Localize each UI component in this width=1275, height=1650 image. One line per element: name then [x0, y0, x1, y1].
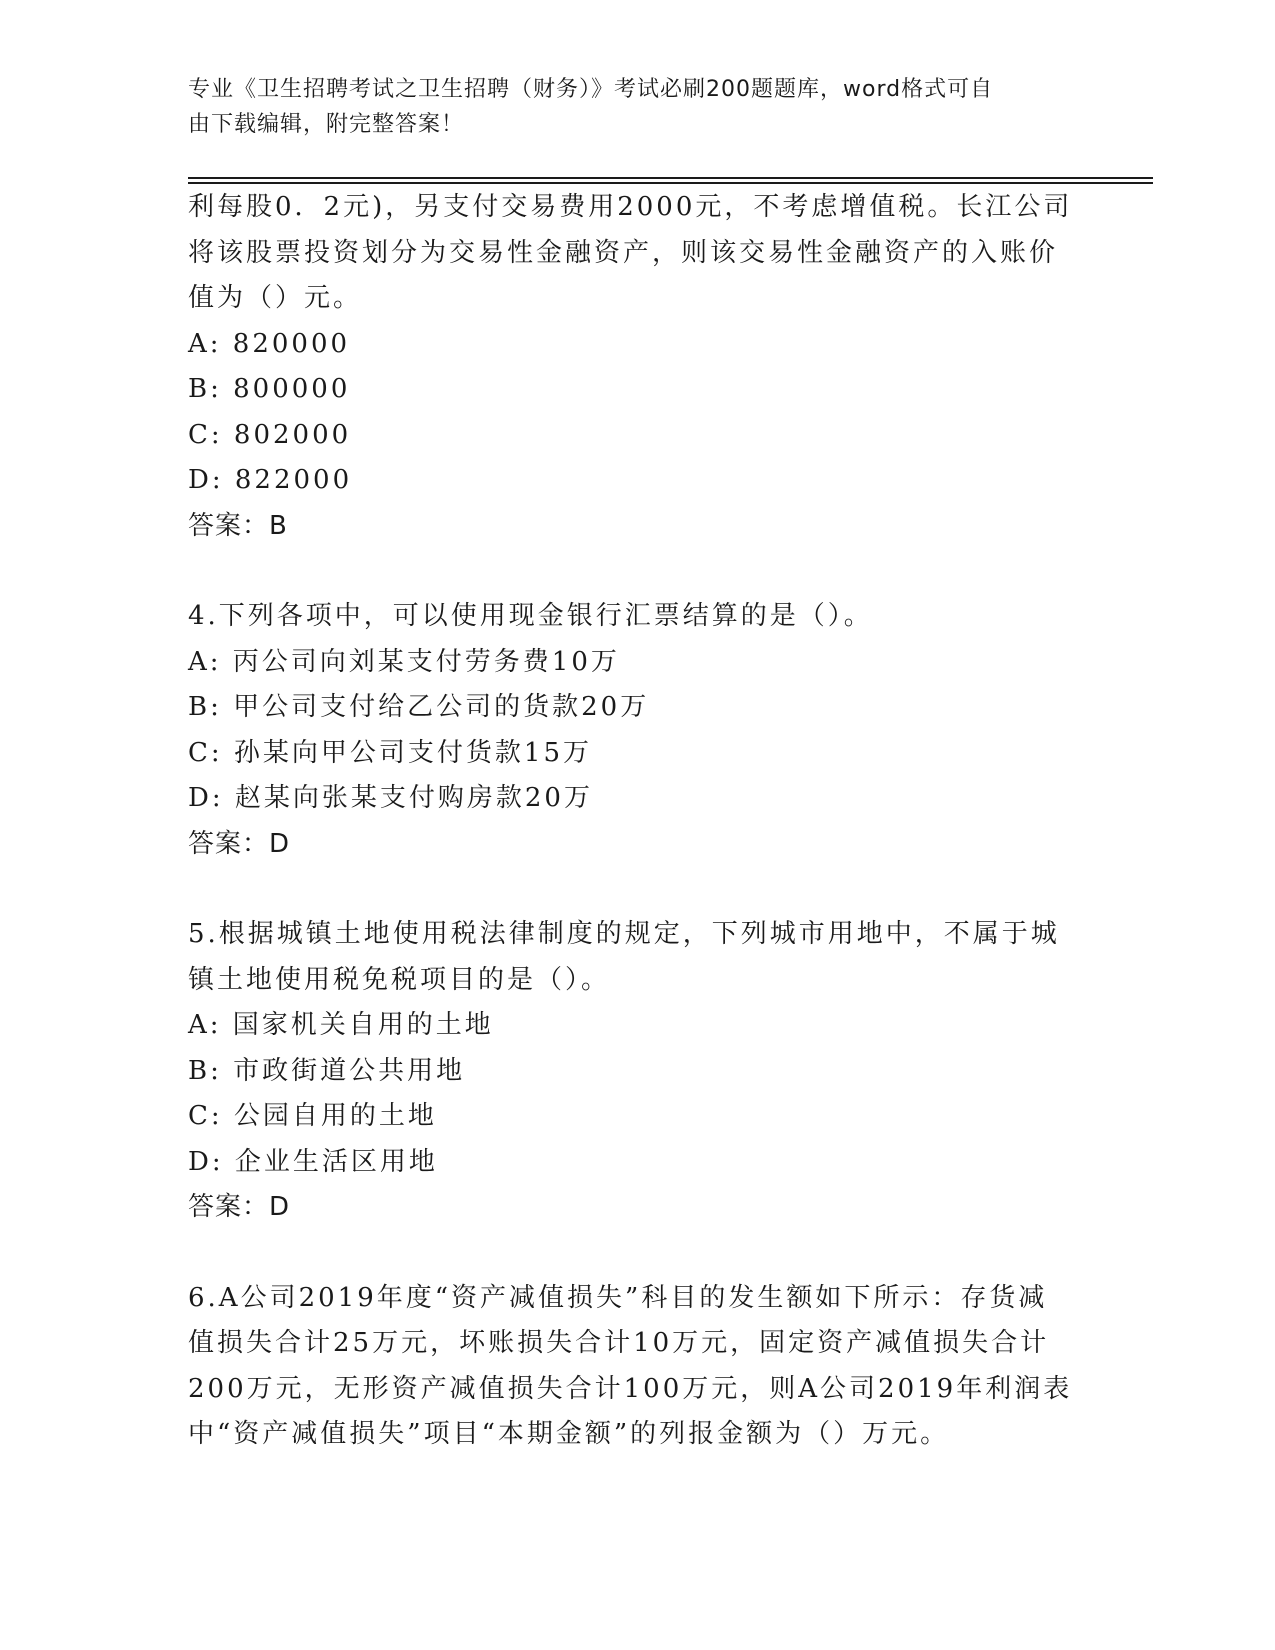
spacer	[188, 1231, 1088, 1276]
option-d: D: 822000	[188, 465, 353, 495]
option-c: C: 孙某向甲公司支付货款15万	[188, 737, 593, 768]
question-list	[188, 185, 1088, 1458]
question-stem-line: 利每股0．2元)，另支付交易费用2000元，不考虑增值税。长江公司	[188, 192, 1073, 222]
question-block	[188, 912, 1088, 1231]
question-stem-line: 值为（）元。	[188, 283, 363, 313]
question-stem-line: 镇土地使用税免税项目的是（）。	[188, 964, 611, 995]
option-d: D: 企业生活区用地	[188, 1146, 438, 1177]
spacer	[188, 549, 1088, 594]
header-rule-bottom	[188, 182, 1153, 184]
option-a: A: 国家机关自用的土地	[188, 1010, 494, 1040]
question-stem-line: 6.A公司2019年度“资产减值损失”科目的发生额如下所示：存货减	[188, 1282, 1048, 1313]
header-rule-top	[188, 177, 1153, 179]
option-d: D: 赵某向张某支付购房款20万	[188, 783, 593, 813]
question-block	[188, 1276, 1088, 1458]
option-a: A: 丙公司向刘某支付劳务费10万	[188, 646, 620, 677]
answer-line: 答案：D	[188, 828, 291, 859]
question-stem-line: 5.根据城镇土地使用税法律制度的规定，下列城市用地中，不属于城	[188, 919, 1060, 949]
question-stem-line: 值损失合计25万元，坏账损失合计10万元，固定资产减值损失合计	[188, 1328, 1050, 1358]
header-title-line-1: 专业《卫生招聘考试之卫生招聘（财务）》考试必刷200题题库，word格式可自	[188, 77, 994, 102]
question-block	[188, 185, 1088, 549]
option-c: C: 公园自用的土地	[188, 1101, 437, 1131]
option-b: B: 甲公司支付给乙公司的货款20万	[188, 692, 650, 722]
question-stem-line: 中“资产减值损失”项目“本期金额”的列报金额为（）万元。	[188, 1419, 950, 1449]
option-c: C: 802000	[188, 419, 352, 450]
question-stem-line: 4.下列各项中，可以使用现金银行汇票结算的是（）。	[188, 601, 873, 631]
option-b: B: 800000	[188, 374, 351, 404]
spacer	[188, 867, 1088, 912]
question-block	[188, 594, 1088, 867]
option-a: A: 820000	[188, 328, 351, 359]
question-stem-line: 将该股票投资划分为交易性金融资产，则该交易性金融资产的入账价	[188, 237, 1059, 268]
question-stem-line: 200万元，无形资产减值损失合计100万元，则A公司2019年利润表	[188, 1373, 1073, 1404]
header-title-line-2: 由下载编辑，附完整答案！	[188, 112, 465, 137]
answer-line: 答案：D	[188, 1192, 291, 1222]
document-header	[188, 72, 1068, 142]
answer-line: 答案：B	[188, 510, 288, 541]
option-b: B: 市政街道公共用地	[188, 1055, 466, 1086]
